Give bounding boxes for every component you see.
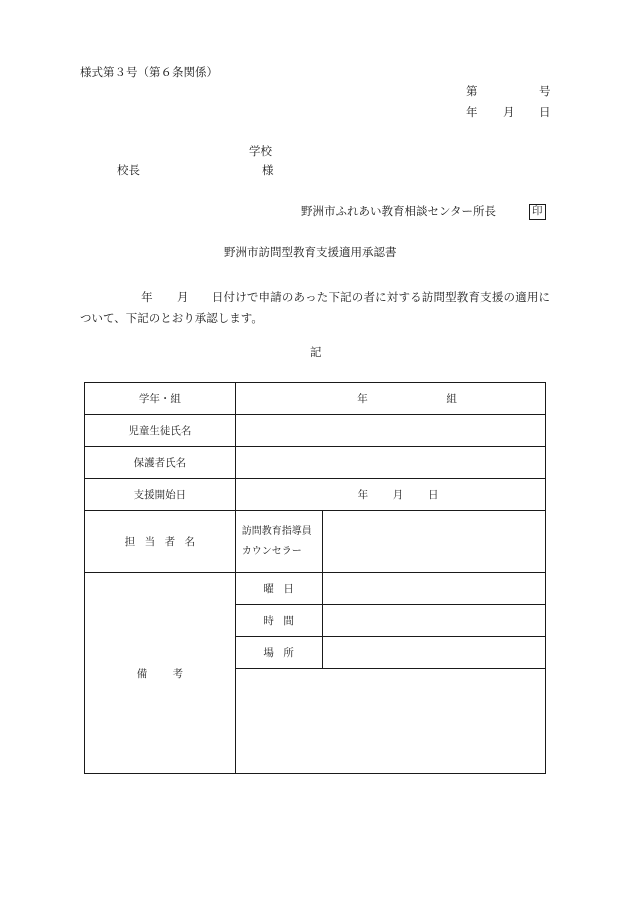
addressee-principal: 校長 xyxy=(117,163,140,177)
date-month: 月 xyxy=(503,105,515,119)
guardian-name-field[interactable] xyxy=(235,447,545,479)
time-field[interactable] xyxy=(322,605,545,637)
seal-mark: 印 xyxy=(529,204,546,220)
table-row-student-name xyxy=(85,415,546,447)
body-text: 日付けで申請のあった下記の者に対する訪問型教育支援の適用について、下記のとおり承認します。 xyxy=(80,290,550,325)
start-date-field[interactable] xyxy=(235,479,545,511)
time-label-cell xyxy=(235,605,322,637)
table-row-grade-class xyxy=(85,383,546,415)
guardian-name-label: 保護者氏名 xyxy=(85,447,236,479)
doc-number-prefix: 第 xyxy=(466,84,478,98)
body-month: 月 xyxy=(176,290,189,304)
time-label: 時間 xyxy=(263,615,304,627)
person-in-charge-label-cell xyxy=(85,511,236,573)
document-title: 野洲市訪問型教育支援適用承認書 xyxy=(224,245,397,259)
staff-role-2: カウンセラー xyxy=(241,545,302,557)
student-name-field[interactable] xyxy=(235,415,545,447)
student-name-label: 児童生徒氏名 xyxy=(85,415,236,447)
body-paragraph xyxy=(80,287,550,329)
weekday-label-cell xyxy=(235,573,322,605)
grade-class-label: 学年・組 xyxy=(85,383,236,415)
ki-heading: 記 xyxy=(310,345,322,359)
grade-unit: 年 xyxy=(357,393,368,405)
weekday-field[interactable] xyxy=(322,573,545,605)
remarks-label: 備考 xyxy=(136,667,209,680)
person-in-charge-field[interactable] xyxy=(322,511,545,573)
staff-role-1: 訪問教育指導員 xyxy=(241,525,312,537)
doc-number-suffix: 号 xyxy=(539,84,551,98)
staff-role-cell xyxy=(235,511,322,573)
form-number: 様式第３号（第６条関係） xyxy=(80,65,218,79)
grade-class-field[interactable] xyxy=(235,383,545,415)
remarks-free-field[interactable] xyxy=(235,669,545,774)
weekday-label: 曜日 xyxy=(263,583,304,595)
table-row-weekday xyxy=(85,573,546,605)
table-row-person-in-charge xyxy=(85,511,546,573)
start-day: 日 xyxy=(427,489,439,501)
addressee-school: 学校 xyxy=(249,144,272,158)
approval-form-table xyxy=(84,382,546,774)
start-year: 年 xyxy=(357,489,369,501)
start-month: 月 xyxy=(392,489,404,501)
place-label: 場所 xyxy=(263,647,304,659)
table-row-guardian-name xyxy=(85,447,546,479)
place-field[interactable] xyxy=(322,637,545,669)
table-row-start-date xyxy=(85,479,546,511)
issuer-title: 野洲市ふれあい教育相談センター所長 xyxy=(301,204,497,218)
place-label-cell xyxy=(235,637,322,669)
date-year: 年 xyxy=(466,105,478,119)
date-day: 日 xyxy=(539,105,551,119)
issuer-seal xyxy=(529,204,546,220)
body-year: 年 xyxy=(141,290,153,304)
addressee-honorific: 様 xyxy=(262,163,274,177)
remarks-label-cell xyxy=(85,573,236,774)
class-unit: 組 xyxy=(446,393,457,405)
start-date-label: 支援開始日 xyxy=(85,479,236,511)
person-in-charge-label: 担当者名 xyxy=(124,536,205,548)
